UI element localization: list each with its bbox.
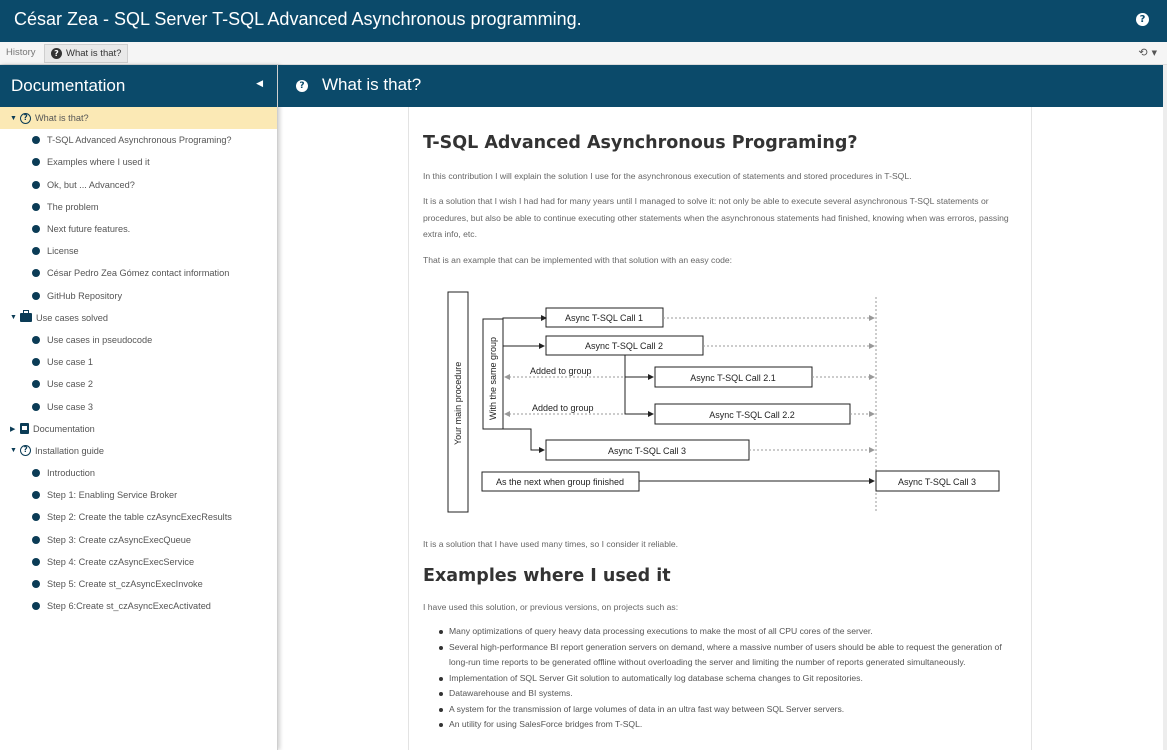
diagram-call22: Async T-SQL Call 2.2 bbox=[709, 410, 795, 420]
sidebar-title: Documentation bbox=[11, 76, 126, 95]
caret-down-icon[interactable]: ▼ bbox=[10, 114, 17, 122]
chevron-down-icon: ▼ bbox=[1151, 48, 1157, 57]
tree-item[interactable] bbox=[0, 218, 277, 240]
app-title: César Zea - SQL Server T-SQL Advanced Asynchronous programming. bbox=[14, 9, 582, 29]
diagram-added-to-group-2: Added to group bbox=[532, 403, 594, 413]
tree-item-label: Step 6:Create st_czAsyncExecActivated bbox=[47, 601, 211, 612]
help-icon[interactable]: ? bbox=[1136, 13, 1149, 26]
tree-item-label: Use cases in pseudocode bbox=[47, 334, 153, 345]
tree-group-label: Documentation bbox=[33, 423, 95, 434]
caret-down-icon[interactable]: ▼ bbox=[10, 314, 17, 322]
tree-item[interactable] bbox=[0, 196, 277, 218]
history-bar bbox=[0, 42, 1167, 65]
tree-item[interactable] bbox=[0, 174, 277, 196]
tree-item[interactable] bbox=[0, 285, 277, 307]
tree-item[interactable] bbox=[0, 129, 277, 151]
bullet-icon bbox=[32, 403, 40, 411]
diagram-call3: Async T-SQL Call 3 bbox=[607, 446, 687, 456]
right-edge bbox=[1163, 65, 1167, 750]
diagram-call2: Async T-SQL Call 2 bbox=[584, 341, 664, 351]
tree-item[interactable] bbox=[0, 506, 277, 528]
diagram-added-to-group-1: Added to group bbox=[530, 366, 592, 376]
diagram-main-procedure-label: Your main procedure bbox=[453, 361, 463, 445]
main-header bbox=[278, 65, 1163, 107]
question-circle-icon: ? bbox=[20, 113, 31, 124]
tree-item-label: Use case 1 bbox=[47, 357, 93, 368]
diagram-next-finished: As the next when group finished bbox=[495, 477, 625, 487]
history-tab-label: What is that? bbox=[66, 48, 122, 59]
history-menu-button[interactable] bbox=[1138, 46, 1157, 59]
tree-item[interactable] bbox=[0, 573, 277, 595]
bullet-icon bbox=[32, 536, 40, 544]
tree-item-label: Examples where I used it bbox=[47, 157, 150, 168]
list-item: Datawarehouse and BI systems. bbox=[439, 686, 1019, 702]
examples-list bbox=[439, 624, 1019, 733]
question-circle-icon: ? bbox=[20, 445, 31, 456]
tree-item-label: Use case 2 bbox=[47, 379, 93, 390]
question-circle-icon: ? bbox=[51, 48, 62, 59]
tree-item-label: Next future features. bbox=[47, 224, 131, 235]
tree-group[interactable] bbox=[0, 418, 277, 440]
tree-group-label: Installation guide bbox=[35, 445, 104, 456]
tree-item[interactable] bbox=[0, 240, 277, 262]
tree-item-label: Step 1: Enabling Service Broker bbox=[47, 490, 178, 501]
bullet-icon bbox=[32, 580, 40, 588]
tree-item-label: Ok, but ... Advanced? bbox=[47, 179, 135, 190]
tree-item[interactable] bbox=[0, 462, 277, 484]
bullet-icon bbox=[32, 203, 40, 211]
tree-group[interactable] bbox=[0, 307, 277, 329]
tree-item[interactable] bbox=[0, 373, 277, 395]
tree-item[interactable] bbox=[0, 595, 277, 617]
tree-item-label: Step 2: Create the table czAsyncExecResults bbox=[47, 512, 232, 523]
list-item: Many optimizations of query heavy data processing executions to make the most of all CPU cores of the server. bbox=[439, 624, 1019, 640]
tree-item-label: César Pedro Zea Gómez contact information bbox=[47, 268, 230, 279]
section-heading: T-SQL Advanced Asynchronous Programing? bbox=[423, 133, 858, 153]
section-heading: Examples where I used it bbox=[423, 566, 671, 586]
bullet-icon bbox=[32, 358, 40, 366]
content-page[interactable] bbox=[408, 107, 1032, 750]
diagram-call3-final: Async T-SQL Call 3 bbox=[897, 477, 977, 487]
bullet-icon bbox=[32, 181, 40, 189]
book-icon bbox=[20, 423, 29, 434]
bullet-icon bbox=[32, 158, 40, 166]
tree-item[interactable] bbox=[0, 529, 277, 551]
bullet-icon bbox=[32, 558, 40, 566]
main-title: What is that? bbox=[322, 75, 422, 94]
documentation-tree bbox=[0, 107, 277, 617]
sidebar-header bbox=[0, 65, 277, 107]
tree-item[interactable] bbox=[0, 551, 277, 573]
tree-item-label: Step 5: Create st_czAsyncExecInvoke bbox=[47, 579, 203, 590]
diagram-call21: Async T-SQL Call 2.1 bbox=[690, 373, 776, 383]
paragraph: It is a solution that I wish I had had for many years until I managed to solve it: not only be able to execute several asynchronous T-SQL statements or procedures, but also be able to continue executing other statements when the asynchronous statements had finished, knowing when was erroros, passing extra info, etc. bbox=[423, 196, 1009, 239]
tree-item-label: Introduction bbox=[47, 468, 96, 479]
tree-group-label: What is that? bbox=[35, 113, 89, 124]
bullet-icon bbox=[32, 380, 40, 388]
list-item: An utility for using SalesForce bridges from T-SQL. bbox=[439, 717, 1019, 733]
tree-item-label: T-SQL Advanced Asynchronous Programing? bbox=[47, 135, 232, 146]
history-label: History bbox=[6, 47, 36, 58]
tree-item[interactable] bbox=[0, 329, 277, 351]
tree-group[interactable] bbox=[0, 107, 277, 129]
sidebar bbox=[0, 65, 278, 750]
paragraph: I have used this solution, or previous versions, on projects such as: bbox=[423, 602, 679, 612]
async-flow-diagram bbox=[433, 287, 1013, 522]
question-circle-icon: ? bbox=[296, 80, 308, 92]
bullet-icon bbox=[32, 247, 40, 255]
paragraph: That is an example that can be implemented with that solution with an easy code: bbox=[423, 255, 733, 265]
bullet-icon bbox=[32, 136, 40, 144]
bullet-icon bbox=[32, 292, 40, 300]
tree-item[interactable] bbox=[0, 351, 277, 373]
bullet-icon bbox=[32, 513, 40, 521]
tree-item[interactable] bbox=[0, 484, 277, 506]
caret-right-icon[interactable]: ▶ bbox=[10, 425, 16, 433]
tree-item[interactable] bbox=[0, 395, 277, 417]
bullet-icon bbox=[32, 336, 40, 344]
tree-item-label: Step 4: Create czAsyncExecService bbox=[47, 556, 195, 567]
tree-group[interactable] bbox=[0, 440, 277, 462]
tree-item-label: Step 3: Create czAsyncExecQueue bbox=[47, 534, 192, 545]
briefcase-icon bbox=[20, 313, 32, 322]
paragraph: In this contribution I will explain the solution I use for the asynchronous execution of statements and stored procedures in T-SQL. bbox=[423, 171, 912, 181]
list-item: Implementation of SQL Server Git solution to automatically log database schema changes to Git repositories. bbox=[439, 671, 1019, 687]
tree-item-label: Use case 3 bbox=[47, 401, 93, 412]
tree-item[interactable] bbox=[0, 262, 277, 284]
diagram-same-group-label: With the same group bbox=[488, 336, 498, 420]
history-tab[interactable] bbox=[44, 44, 128, 63]
paragraph: It is a solution that I have used many times, so I consider it reliable. bbox=[423, 539, 679, 549]
bullet-icon bbox=[32, 491, 40, 499]
history-icon: ⟲ bbox=[1138, 46, 1148, 59]
tree-item-label: GitHub Repository bbox=[47, 290, 123, 301]
tree-item[interactable] bbox=[0, 151, 277, 173]
tree-item-label: License bbox=[47, 246, 79, 257]
bullet-icon bbox=[32, 269, 40, 277]
tree-item-label: The problem bbox=[47, 201, 99, 212]
app-header bbox=[0, 0, 1167, 42]
bullet-icon bbox=[32, 602, 40, 610]
caret-down-icon[interactable]: ▼ bbox=[10, 447, 17, 455]
bullet-icon bbox=[32, 225, 40, 233]
tree-group-label: Use cases solved bbox=[36, 312, 109, 323]
caret-left-icon[interactable]: ◀ bbox=[256, 79, 263, 89]
list-item: Several high-performance BI report generation servers on demand, where a massive number of users should be able to request the generation of long-run time reports to be generated offline without overloading the server and limiting the number of reports generated simultaneously. bbox=[439, 640, 1019, 671]
diagram-call1: Async T-SQL Call 1 bbox=[564, 313, 644, 323]
list-item: A system for the transmission of large volumes of data in an ultra fast way between SQL Server servers. bbox=[439, 702, 1019, 718]
bullet-icon bbox=[32, 469, 40, 477]
